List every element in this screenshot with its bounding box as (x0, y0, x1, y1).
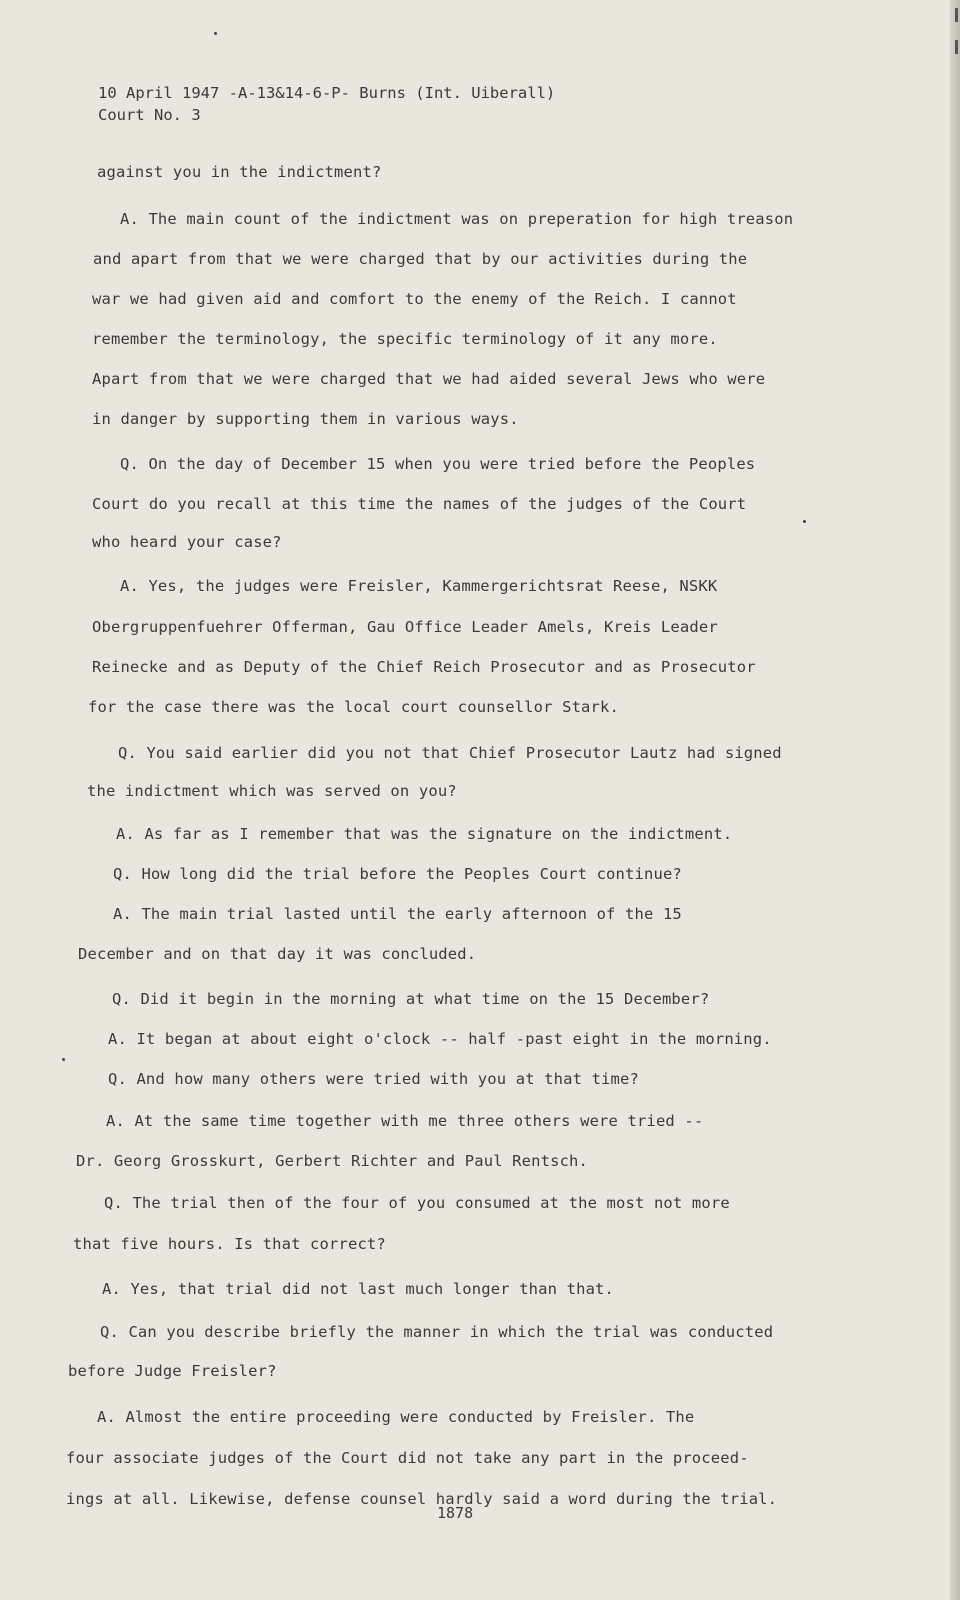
transcript-line: A. Yes, the judges were Freisler, Kammergerichtsrat Reese, NSKK (120, 577, 718, 595)
transcript-line: before Judge Freisler? (68, 1362, 277, 1380)
transcript-line: Q. How long did the trial before the Peoples Court continue? (113, 865, 682, 883)
transcript-line: four associate judges of the Court did not take any part in the proceed- (66, 1449, 749, 1467)
transcript-line: Q. You said earlier did you not that Chief Prosecutor Lautz had signed (118, 744, 782, 762)
document-header (98, 82, 555, 126)
transcript-line: Q. The trial then of the four of you consumed at the most not more (104, 1194, 730, 1212)
transcript-line: war we had given aid and comfort to the enemy of the Reich. I cannot (92, 290, 737, 308)
transcript-line: A. Almost the entire proceeding were conducted by Freisler. The (97, 1408, 695, 1426)
transcript-line: A. At the same time together with me three others were tried -- (106, 1112, 704, 1130)
transcript-line: A. The main trial lasted until the early afternoon of the 15 (113, 905, 682, 923)
transcript-line: in danger by supporting them in various ways. (92, 410, 519, 428)
ink-speck (803, 520, 806, 523)
transcript-line: who heard your case? (92, 533, 282, 551)
transcript-line: Dr. Georg Grosskurt, Gerbert Richter and Paul Rentsch. (76, 1152, 589, 1170)
transcript-line: A. It began at about eight o'clock -- half -past eight in the morning. (108, 1030, 772, 1048)
transcript-line: Q. And how many others were tried with you at that time? (108, 1070, 639, 1088)
transcript-line: A. As far as I remember that was the signature on the indictment. (116, 825, 733, 843)
transcript-line: A. The main count of the indictment was on preperation for high treason (120, 210, 794, 228)
transcript-line: the indictment which was served on you? (87, 782, 457, 800)
transcript-line: Apart from that we were charged that we had aided several Jews who were (92, 370, 766, 388)
transcript-line: against you in the indictment? (97, 163, 382, 181)
transcript-line: Court do you recall at this time the names of the judges of the Court (92, 495, 747, 513)
transcript-line: remember the terminology, the specific terminology of it any more. (92, 330, 718, 348)
page-number: 1878 (437, 1504, 474, 1522)
edge-mark (955, 8, 958, 22)
transcript-line: ings at all. Likewise, defense counsel hardly said a word during the trial. (66, 1490, 778, 1508)
transcript-line: Q. Can you describe briefly the manner in which the trial was conducted (100, 1323, 774, 1341)
header-date-line: 10 April 1947 -A-13&14-6-P- Burns (Int. Uiberall) (98, 84, 556, 102)
ink-speck (62, 1058, 65, 1061)
ink-speck (214, 32, 217, 35)
transcript-line: Q. On the day of December 15 when you were tried before the Peoples (120, 455, 756, 473)
transcript-line: A. Yes, that trial did not last much longer than that. (102, 1280, 615, 1298)
transcript-line: December and on that day it was concluded. (78, 945, 477, 963)
transcript-line: Q. Did it begin in the morning at what time on the 15 December? (112, 990, 710, 1008)
transcript-line: that five hours. Is that correct? (73, 1235, 386, 1253)
page-edge (950, 0, 960, 1600)
transcript-line: Obergruppenfuehrer Offerman, Gau Office Leader Amels, Kreis Leader (92, 618, 718, 636)
transcript-line: for the case there was the local court counsellor Stark. (88, 698, 619, 716)
transcript-line: and apart from that we were charged that by our activities during the (93, 250, 748, 268)
edge-mark (955, 40, 958, 54)
transcript-line: Reinecke and as Deputy of the Chief Reich Prosecutor and as Prosecutor (92, 658, 756, 676)
header-court-line: Court No. 3 (98, 106, 201, 124)
